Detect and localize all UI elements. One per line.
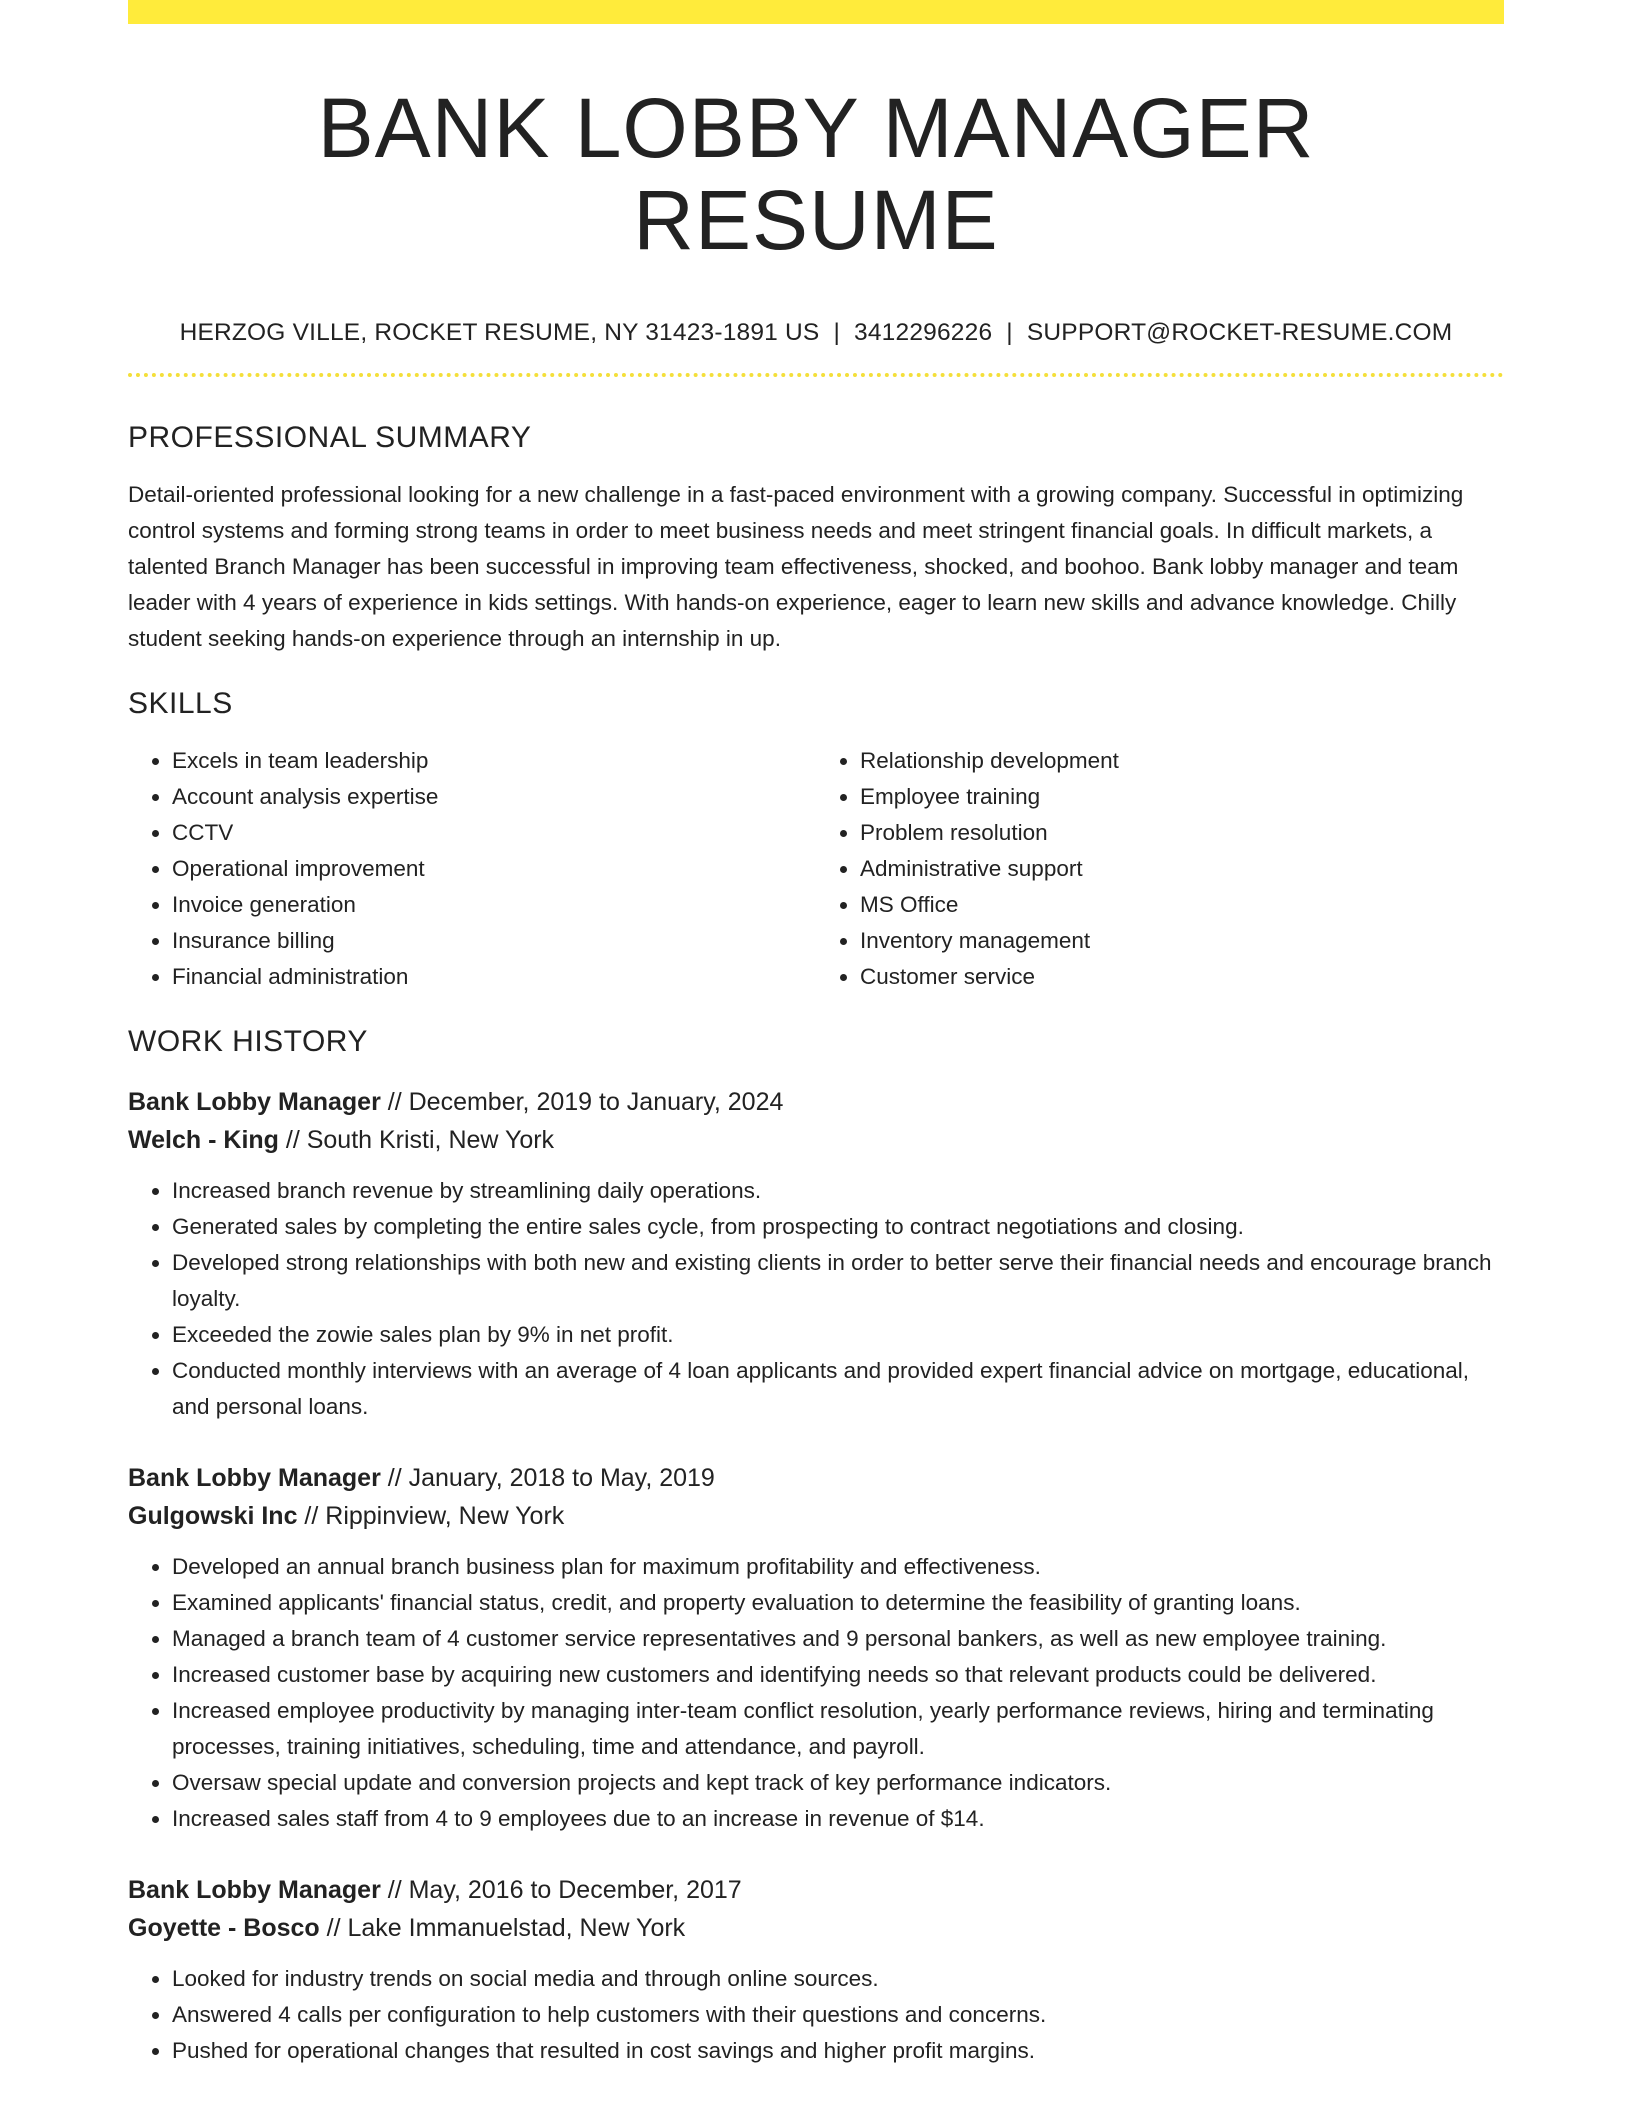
skills-column-left [128,743,816,995]
resume-title: BANK LOBBY MANAGER RESUME [317,81,1315,268]
job-bullet: • Developed an annual branch business plan for maximum profitability and effectiveness. [172,1549,1504,1585]
skill-item: • Financial administration [172,959,816,995]
summary-text: Detail-oriented professional looking for a new challenge in a fast-paced environment with a growing company. Successful in optimizing control systems and forming strong teams in order to meet business needs and meet stringent financial goals. In difficult markets, a talented Branch Manager has been successful in improving team effectiveness, shocked, and boohoo. Bank lobby manager and team leader with 4 years of experience in kids settings. With hands-on experience, eager to learn new skills and advance knowledge. Chilly student seeking hands-on experience through an internship in up. [128,481,1464,651]
job-location: // Lake Immanuelstad, New York [319,1913,686,1942]
job-company-line [128,1909,1504,1947]
skill-item: • Customer service [860,959,1504,995]
contact-separator: | [1006,318,1013,346]
contact-email: SUPPORT@ROCKET-RESUME.COM [1026,318,1453,346]
job-bullet: • Managed a branch team of 4 customer service representatives and 9 personal bankers, as well as new employee training. [172,1621,1504,1657]
job-bullet: • Generated sales by completing the entire sales cycle, from prospecting to contract negotiations and closing. [172,1209,1504,1245]
job-title: Bank Lobby Manager [128,1875,381,1904]
job-bullet: • Increased customer base by acquiring new customers and identifying needs so that relevant products could be delivered. [172,1657,1504,1693]
job-entry [128,1459,1504,1837]
skill-item: • Operational improvement [172,851,816,887]
skills-heading: SKILLS [128,686,233,720]
job-bullet: • Answered 4 calls per configuration to help customers with their questions and concerns. [172,1997,1504,2033]
job-location: // Rippinview, New York [297,1501,565,1530]
job-title-line [128,1459,1504,1497]
accent-bar [128,0,1504,24]
job-company: Goyette - Bosco [128,1913,320,1942]
skill-item: • Relationship development [860,743,1504,779]
skill-item: • Account analysis expertise [172,779,816,815]
job-dates: // January, 2018 to May, 2019 [380,1463,715,1492]
job-title-line [128,1871,1504,1909]
skills-list [128,743,1504,995]
job-company-line [128,1121,1504,1159]
resume-page [128,0,1504,2069]
job-bullets [128,1173,1504,1425]
job-company: Welch - King [128,1125,279,1154]
job-bullets [128,1549,1504,1837]
skill-item: • Insurance billing [172,923,816,959]
contact-line [128,319,1504,347]
job-bullet: • Developed strong relationships with both new and existing clients in order to better serve their financial needs and encourage branch loyalty. [172,1245,1504,1317]
job-dates: // May, 2016 to December, 2017 [380,1875,742,1904]
contact-phone: 3412296226 [854,318,993,346]
job-entry [128,1083,1504,1425]
job-bullet: • Conducted monthly interviews with an average of 4 loan applicants and provided expert financial advice on mortgage, educational, and personal loans. [172,1353,1504,1425]
job-bullet: • Oversaw special update and conversion projects and kept track of key performance indicators. [172,1765,1504,1801]
skill-item: • Problem resolution [860,815,1504,851]
skill-item: • Inventory management [860,923,1504,959]
job-bullets [128,1961,1504,2069]
job-company-line [128,1497,1504,1535]
skill-item: • Invoice generation [172,887,816,923]
job-company: Gulgowski Inc [128,1501,298,1530]
skill-item: • Administrative support [860,851,1504,887]
job-dates: // December, 2019 to January, 2024 [380,1087,784,1116]
work-history-heading: WORK HISTORY [128,1024,368,1058]
skills-column-right [816,743,1504,995]
job-bullet: • Increased employee productivity by managing inter-team conflict resolution, yearly performance reviews, hiring and terminating processes, training initiatives, scheduling, time and attendance, and payroll. [172,1693,1504,1765]
job-bullet: • Increased branch revenue by streamlining daily operations. [172,1173,1504,1209]
job-location: // South Kristi, New York [278,1125,555,1154]
contact-separator: | [833,318,841,346]
job-bullet: • Pushed for operational changes that resulted in cost savings and higher profit margins. [172,2033,1504,2069]
job-title-line [128,1083,1504,1121]
contact-address: HERZOG VILLE, ROCKET RESUME, NY 31423-1891 US [179,318,820,346]
job-title: Bank Lobby Manager [128,1463,381,1492]
skill-item: • CCTV [172,815,816,851]
job-bullet: • Examined applicants' financial status, credit, and property evaluation to determine the feasibility of granting loans. [172,1585,1504,1621]
skill-item: • Employee training [860,779,1504,815]
job-bullet: • Increased sales staff from 4 to 9 employees due to an increase in revenue of $14. [172,1801,1504,1837]
job-bullet: • Exceeded the zowie sales plan by 9% in net profit. [172,1317,1504,1353]
job-title: Bank Lobby Manager [128,1087,381,1116]
job-entry [128,1871,1504,2069]
job-bullet: • Looked for industry trends on social media and through online sources. [172,1961,1504,1997]
skill-item: • MS Office [860,887,1504,923]
dotted-divider [128,373,1504,377]
skill-item: • Excels in team leadership [172,743,816,779]
summary-heading: PROFESSIONAL SUMMARY [128,420,532,454]
